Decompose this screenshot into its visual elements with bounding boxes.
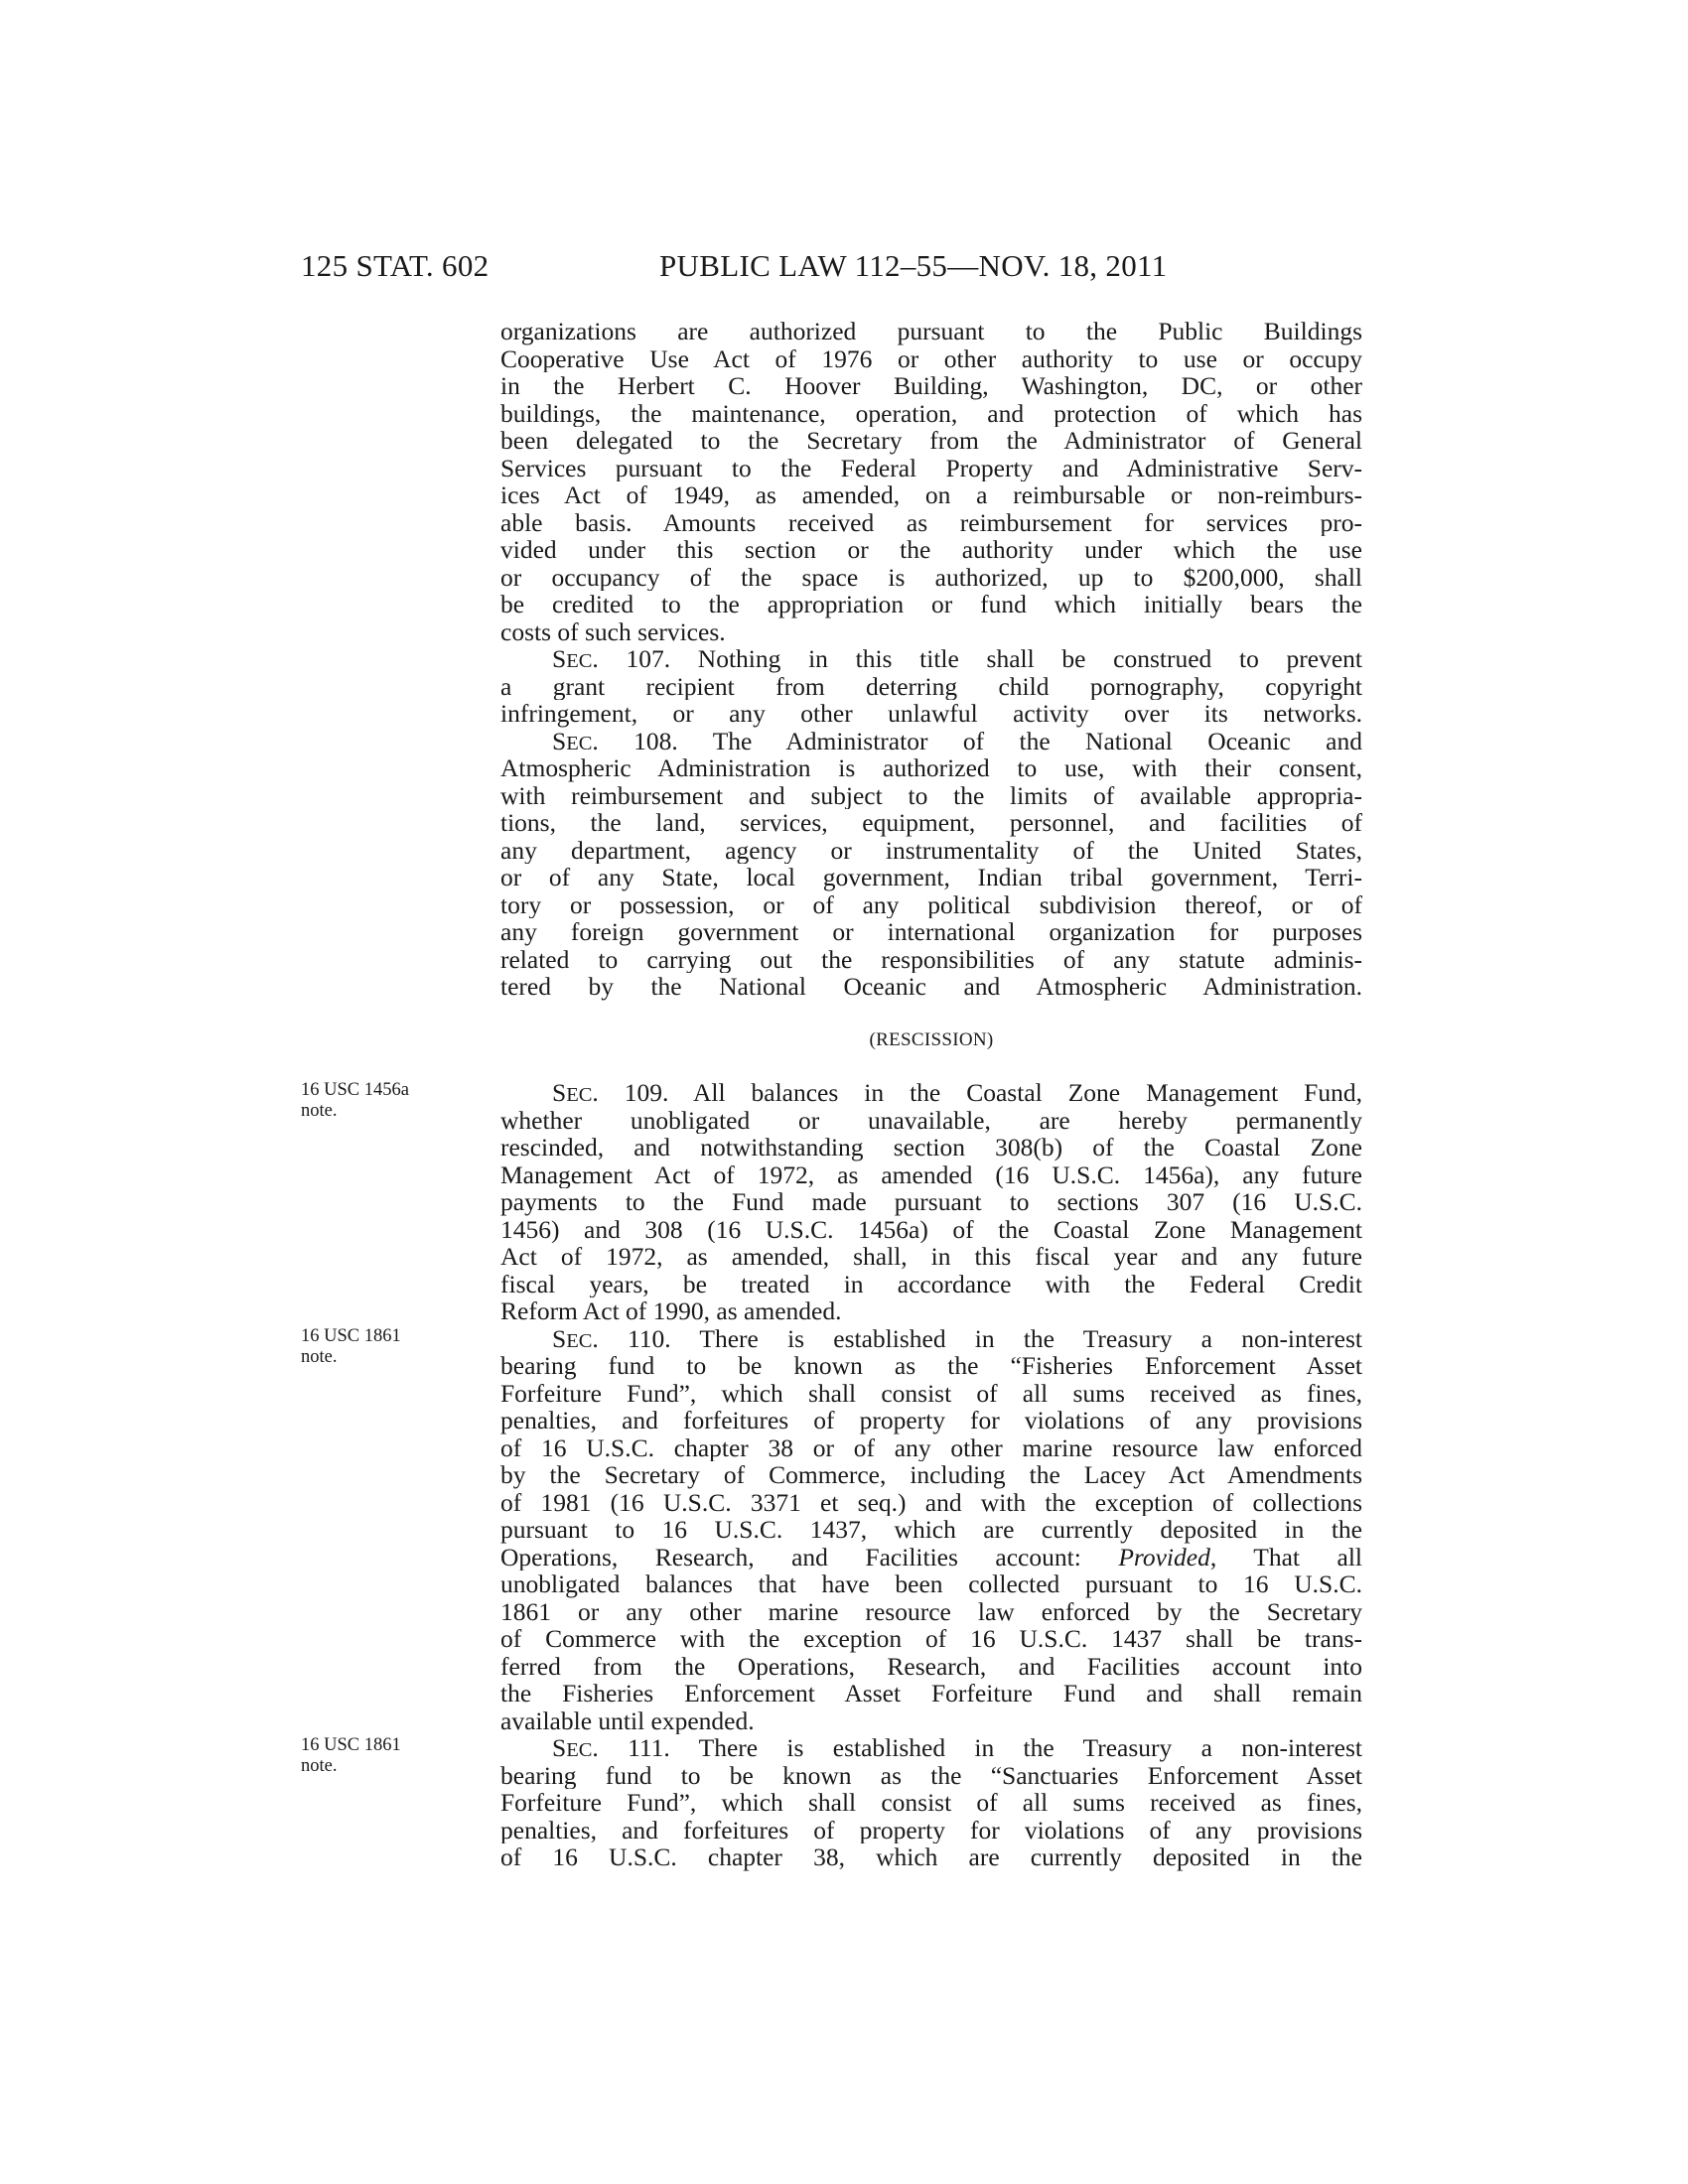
provided-line-end: , That all bbox=[1209, 1543, 1362, 1570]
text-block-sections-109-111 bbox=[500, 1079, 1362, 1871]
section-107-text: . 107. Nothing in this title shall be construed to prevent bbox=[592, 645, 1362, 673]
text-line: of 16 U.S.C. chapter 38, which are currently deposited in the bbox=[500, 1843, 1362, 1871]
text-line: Atmospheric Administration is authorized to use, with their consent, bbox=[500, 754, 1362, 782]
text-line: any department, agency or instrumentality of the United States, bbox=[500, 836, 1362, 864]
text-line: Reform Act of 1990, as amended. bbox=[500, 1297, 842, 1325]
text-line: a grant recipient from deterring child pornography, copyright bbox=[500, 672, 1362, 700]
text-line: be credited to the appropriation or fund which initially bears the bbox=[500, 591, 1362, 618]
text-line: Services pursuant to the Federal Property and Administrative Serv- bbox=[500, 454, 1362, 481]
small-caps-label: EC bbox=[566, 732, 593, 754]
text-line: bearing fund to be known as the “Fisheries Enforcement Asset bbox=[500, 1352, 1362, 1380]
section-108-first-line: SEC. 108. The Administrator of the National Oceanic and bbox=[552, 727, 1362, 754]
text-line: in the Herbert C. Hoover Building, Washington, DC, or other bbox=[500, 372, 1362, 400]
small-caps-label: EC bbox=[566, 650, 593, 672]
margin-note-citation: 16 USC 1456a bbox=[301, 1080, 409, 1100]
text-line: unobligated balances that have been collected pursuant to 16 U.S.C. bbox=[500, 1570, 1362, 1598]
text-line: of Commerce with the exception of 16 U.S.C. 1437 shall be trans- bbox=[500, 1625, 1362, 1653]
text-line: costs of such services. bbox=[500, 617, 726, 645]
text-line: ices Act of 1949, as amended, on a reimbursable or non-reimburs- bbox=[500, 481, 1362, 509]
text-line: whether unobligated or unavailable, are hereby permanently bbox=[500, 1106, 1362, 1134]
text-line: vided under this section or the authority under which the use bbox=[500, 536, 1362, 564]
text-line: tory or possession, or of any political subdivision thereof, or of bbox=[500, 890, 1362, 918]
text-line: Management Act of 1972, as amended (16 U.S.C. 1456a), any future bbox=[500, 1160, 1362, 1188]
text-line: any foreign government or international organization for purposes bbox=[500, 918, 1362, 946]
text-line: the Fisheries Enforcement Asset Forfeiture Fund and shall remain bbox=[500, 1680, 1362, 1707]
section-111-text: . 111. There is established in the Treasury a non-interest bbox=[592, 1734, 1362, 1762]
text-line: penalties, and forfeitures of property for violations of any provisions bbox=[500, 1816, 1362, 1843]
text-line: with reimbursement and subject to the limits of available appropria- bbox=[500, 781, 1362, 809]
text-line: bearing fund to be known as the “Sanctuaries Enforcement Asset bbox=[500, 1761, 1362, 1789]
text-line: available until expended. bbox=[500, 1706, 755, 1734]
text-line: related to carrying out the responsibilities of any statute adminis- bbox=[500, 945, 1362, 973]
text-line: organizations are authorized pursuant to the Public Buildings bbox=[500, 318, 1362, 345]
text-line: rescinded, and notwithstanding section 308(b) of the Coastal Zone bbox=[500, 1134, 1362, 1161]
text-line: been delegated to the Secretary from the Administrator of General bbox=[500, 427, 1362, 455]
small-caps-label: EC bbox=[566, 1329, 593, 1352]
small-caps-label: EC bbox=[566, 1084, 593, 1106]
text-line: ferred from the Operations, Research, and Facilities account into bbox=[500, 1652, 1362, 1680]
provided-italic: Provided bbox=[1118, 1543, 1210, 1570]
text-line: penalties, and forfeitures of property for violations of any provisions bbox=[500, 1407, 1362, 1434]
text-line: buildings, the maintenance, operation, and protection of which has bbox=[500, 399, 1362, 427]
text-line: Forfeiture Fund”, which shall consist of all sums received as fines, bbox=[500, 1379, 1362, 1407]
margin-note-sec-110 bbox=[301, 1326, 450, 1368]
provided-line bbox=[500, 1544, 1362, 1571]
text-line: able basis. Amounts received as reimbursement for services pro- bbox=[500, 508, 1362, 536]
text-line: Forfeiture Fund”, which shall consist of all sums received as fines, bbox=[500, 1789, 1362, 1817]
text-line: payments to the Fund made pursuant to sections 307 (16 U.S.C. bbox=[500, 1188, 1362, 1216]
section-109-first-line: SEC. 109. All balances in the Coastal Zone Management Fund, bbox=[552, 1079, 1362, 1107]
margin-note-citation: 16 USC 1861 bbox=[301, 1326, 401, 1346]
section-109-text: . 109. All balances in the Coastal Zone Management Fund, bbox=[592, 1079, 1362, 1107]
text-line: tered by the National Oceanic and Atmospheric Administration. bbox=[500, 973, 1362, 1001]
text-line: of 16 U.S.C. chapter 38 or of any other marine resource law enforced bbox=[500, 1433, 1362, 1461]
provided-line-start: Operations, Research, and Facilities account: bbox=[500, 1543, 1119, 1570]
text-line: Cooperative Use Act of 1976 or other authority to use or occupy bbox=[500, 344, 1362, 372]
margin-note-label: note. bbox=[301, 1756, 338, 1776]
margin-note-sec-109 bbox=[301, 1080, 450, 1122]
text-line: or of any State, local government, Indian tribal government, Terri- bbox=[500, 864, 1362, 891]
small-caps-label: EC bbox=[566, 1739, 593, 1761]
text-line: or occupancy of the space is authorized, up to $200,000, shall bbox=[500, 563, 1362, 591]
text-line: by the Secretary of Commerce, including the Lacey Act Amendments bbox=[500, 1461, 1362, 1489]
section-111-first-line: SEC. 111. There is established in the Treasury a non-interest bbox=[552, 1734, 1362, 1762]
text-line: 1456) and 308 (16 U.S.C. 1456a) of the Coastal Zone Management bbox=[500, 1215, 1362, 1243]
text-block-continuation bbox=[500, 318, 1362, 1001]
text-line: fiscal years, be treated in accordance with the Federal Credit bbox=[500, 1270, 1362, 1297]
margin-note-citation: 16 USC 1861 bbox=[301, 1735, 401, 1755]
text-line: Act of 1972, as amended, shall, in this fiscal year and any future bbox=[500, 1243, 1362, 1271]
margin-note-sec-111 bbox=[301, 1735, 450, 1777]
text-line: of 1981 (16 U.S.C. 3371 et seq.) and with the exception of collections bbox=[500, 1488, 1362, 1516]
section-108-text: . 108. The Administrator of the National Oceanic and bbox=[592, 727, 1362, 754]
text-line: 1861 or any other marine resource law enforced by the Secretary bbox=[500, 1597, 1362, 1625]
margin-note-label: note. bbox=[301, 1101, 338, 1121]
rescission-heading: (RESCISSION) bbox=[869, 1029, 994, 1050]
section-107-first-line: SEC. 107. Nothing in this title shall be construed to prevent bbox=[552, 645, 1362, 673]
page-law-title: PUBLIC LAW 112–55—NOV. 18, 2011 bbox=[659, 248, 1168, 283]
margin-note-label: note. bbox=[301, 1347, 338, 1367]
text-line: infringement, or any other unlawful activity over its networks. bbox=[500, 700, 1362, 728]
text-line: tions, the land, services, equipment, personnel, and facilities of bbox=[500, 809, 1362, 837]
text-line: pursuant to 16 U.S.C. 1437, which are currently deposited in the bbox=[500, 1516, 1362, 1544]
section-110-text: . 110. There is established in the Treasury a non-interest bbox=[592, 1324, 1362, 1352]
section-110-first-line: SEC. 110. There is established in the Treasury a non-interest bbox=[552, 1324, 1362, 1352]
page-stat-number: 125 STAT. 602 bbox=[301, 248, 490, 283]
